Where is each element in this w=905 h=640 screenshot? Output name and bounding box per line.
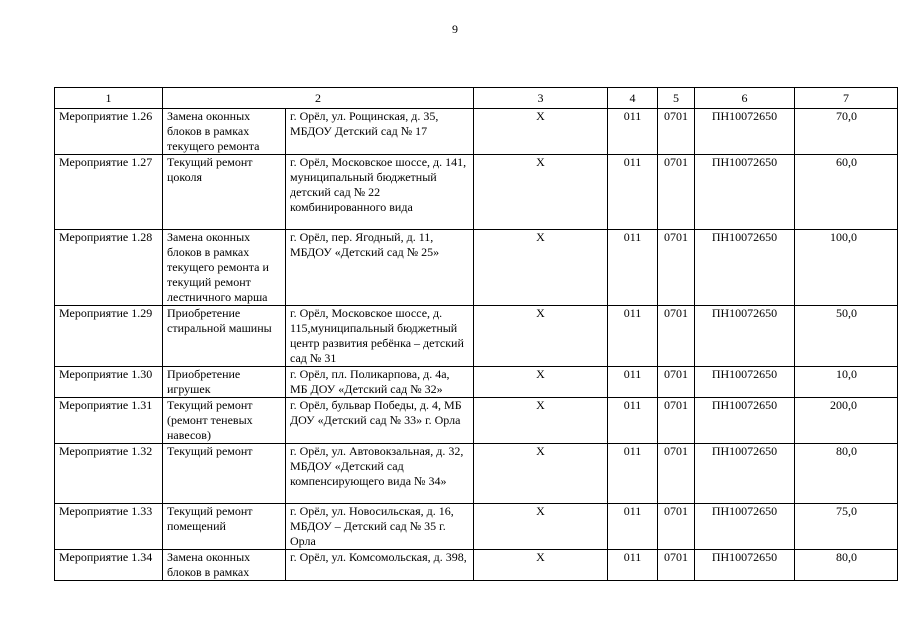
address: г. Орёл, ул. Автовокзальная, д. 32, МБДОУ «Детский сад компенсирующего вида № 34» [286, 444, 474, 504]
table-row [55, 155, 898, 230]
table-row [55, 550, 898, 581]
activity-id: Мероприятие 1.30 [55, 367, 163, 398]
code-4: 011 [608, 109, 658, 155]
header-row [55, 88, 898, 109]
work-description: Приобретение игрушек [163, 367, 286, 398]
amount: 80,0 [795, 550, 898, 581]
code-5: 0701 [658, 155, 695, 230]
mark: X [474, 550, 608, 581]
code-5: 0701 [658, 444, 695, 504]
activity-id: Мероприятие 1.26 [55, 109, 163, 155]
header-col-4: 4 [608, 88, 658, 109]
code-6: ПН10072650 [695, 230, 795, 306]
table-row [55, 504, 898, 550]
work-description: Текущий ремонт помещений [163, 504, 286, 550]
activity-id: Мероприятие 1.32 [55, 444, 163, 504]
activity-id: Мероприятие 1.31 [55, 398, 163, 444]
activity-id: Мероприятие 1.29 [55, 306, 163, 367]
code-6: ПН10072650 [695, 155, 795, 230]
amount: 10,0 [795, 367, 898, 398]
code-5: 0701 [658, 398, 695, 444]
code-6: ПН10072650 [695, 504, 795, 550]
address: г. Орёл, пер. Ягодный, д. 11, МБДОУ «Детский сад № 25» [286, 230, 474, 306]
amount: 200,0 [795, 398, 898, 444]
mark: X [474, 398, 608, 444]
work-description: Замена оконных блоков в рамках [163, 550, 286, 581]
activity-id: Мероприятие 1.34 [55, 550, 163, 581]
header-col-5: 5 [658, 88, 695, 109]
mark: X [474, 367, 608, 398]
code-4: 011 [608, 504, 658, 550]
work-description: Текущий ремонт цоколя [163, 155, 286, 230]
work-description: Приобретение стиральной машины [163, 306, 286, 367]
work-description: Замена оконных блоков в рамках текущего ремонта и текущий ремонт лестничного марша [163, 230, 286, 306]
activities-table [54, 87, 898, 581]
address: г. Орёл, Московское шоссе, д. 115,муниципальный бюджетный центр развития ребёнка – детский сад № 31 [286, 306, 474, 367]
header-col-2: 2 [163, 88, 474, 109]
code-6: ПН10072650 [695, 398, 795, 444]
mark: X [474, 230, 608, 306]
mark: X [474, 504, 608, 550]
mark: X [474, 306, 608, 367]
amount: 50,0 [795, 306, 898, 367]
header-col-6: 6 [695, 88, 795, 109]
code-6: ПН10072650 [695, 550, 795, 581]
amount: 70,0 [795, 109, 898, 155]
amount: 80,0 [795, 444, 898, 504]
activity-id: Мероприятие 1.28 [55, 230, 163, 306]
code-6: ПН10072650 [695, 444, 795, 504]
address: г. Орёл, ул. Рощинская, д. 35, МБДОУ Детский сад № 17 [286, 109, 474, 155]
work-description: Замена оконных блоков в рамках текущего ремонта [163, 109, 286, 155]
address: г. Орёл, бульвар Победы, д. 4, МБ ДОУ «Детский сад № 33» г. Орла [286, 398, 474, 444]
table-row [55, 230, 898, 306]
address: г. Орёл, ул. Новосильская, д. 16, МБДОУ – Детский сад № 35 г. Орла [286, 504, 474, 550]
code-5: 0701 [658, 504, 695, 550]
code-4: 011 [608, 550, 658, 581]
mark: X [474, 155, 608, 230]
code-4: 011 [608, 306, 658, 367]
code-5: 0701 [658, 367, 695, 398]
page-number: 9 [452, 22, 458, 36]
activity-id: Мероприятие 1.33 [55, 504, 163, 550]
amount: 100,0 [795, 230, 898, 306]
header-col-3: 3 [474, 88, 608, 109]
table-row [55, 367, 898, 398]
address: г. Орёл, пл. Поликарпова, д. 4а, МБ ДОУ «Детский сад № 32» [286, 367, 474, 398]
amount: 60,0 [795, 155, 898, 230]
code-5: 0701 [658, 230, 695, 306]
address: г. Орёл, ул. Комсомольская, д. 398, [286, 550, 474, 581]
header-col-1: 1 [55, 88, 163, 109]
amount: 75,0 [795, 504, 898, 550]
code-4: 011 [608, 155, 658, 230]
code-6: ПН10072650 [695, 367, 795, 398]
code-4: 011 [608, 398, 658, 444]
address: г. Орёл, Московское шоссе, д. 141, муниципальный бюджетный детский сад № 22 комбинированного вида [286, 155, 474, 230]
header-col-7: 7 [795, 88, 898, 109]
table-row [55, 109, 898, 155]
mark: X [474, 444, 608, 504]
code-4: 011 [608, 444, 658, 504]
table-row [55, 306, 898, 367]
code-5: 0701 [658, 109, 695, 155]
code-5: 0701 [658, 550, 695, 581]
code-4: 011 [608, 230, 658, 306]
table-row [55, 444, 898, 504]
code-4: 011 [608, 367, 658, 398]
activity-id: Мероприятие 1.27 [55, 155, 163, 230]
code-6: ПН10072650 [695, 306, 795, 367]
code-6: ПН10072650 [695, 109, 795, 155]
code-5: 0701 [658, 306, 695, 367]
mark: X [474, 109, 608, 155]
work-description: Текущий ремонт (ремонт теневых навесов) [163, 398, 286, 444]
work-description: Текущий ремонт [163, 444, 286, 504]
table-row [55, 398, 898, 444]
